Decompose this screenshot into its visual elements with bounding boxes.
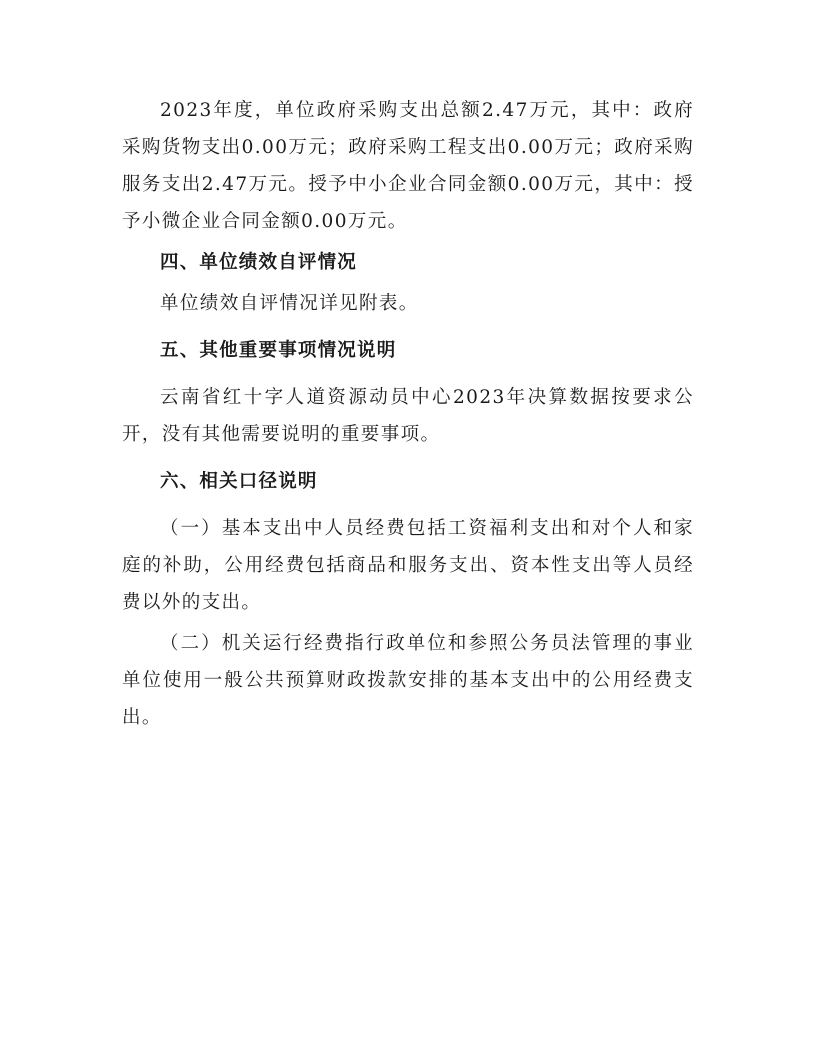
spacer	[122, 322, 694, 332]
spacer	[122, 453, 694, 463]
section4-heading: 四、单位绩效自评情况	[160, 252, 358, 273]
spacer	[122, 369, 694, 379]
document-body	[122, 92, 694, 736]
spacer	[122, 500, 694, 510]
section6-item1-paragraph: （一）基本支出中人员经费包括工资福利支出和对个人和家庭的补助，公用经费包括商品和服务支出、资本性支出等人员经费以外的支出。	[122, 518, 694, 613]
section4-paragraph: 单位绩效自评情况详见附表。	[160, 293, 419, 314]
section6-item2-paragraph: （二）机关运行经费指行政单位和参照公务员法管理的事业单位使用一般公共预算财政拨款安排的基本支出中的公用经费支出。	[122, 633, 694, 728]
section5-paragraph: 云南省红十字人道资源动员中心2023年决算数据按要求公开，没有其他需要说明的重要事项。	[122, 387, 694, 445]
section5-heading: 五、其他重要事项情况说明	[160, 340, 397, 361]
section6-heading: 六、相关口径说明	[160, 471, 318, 492]
procurement-paragraph: 2023年度，单位政府采购支出总额2.47万元，其中：政府采购货物支出0.00万元；政府采购工程支出0.00万元；政府采购服务支出2.47万元。授予中小企业合同金额0.00万元，其中：授予小微企业合同金额0.00万元。	[122, 100, 694, 232]
